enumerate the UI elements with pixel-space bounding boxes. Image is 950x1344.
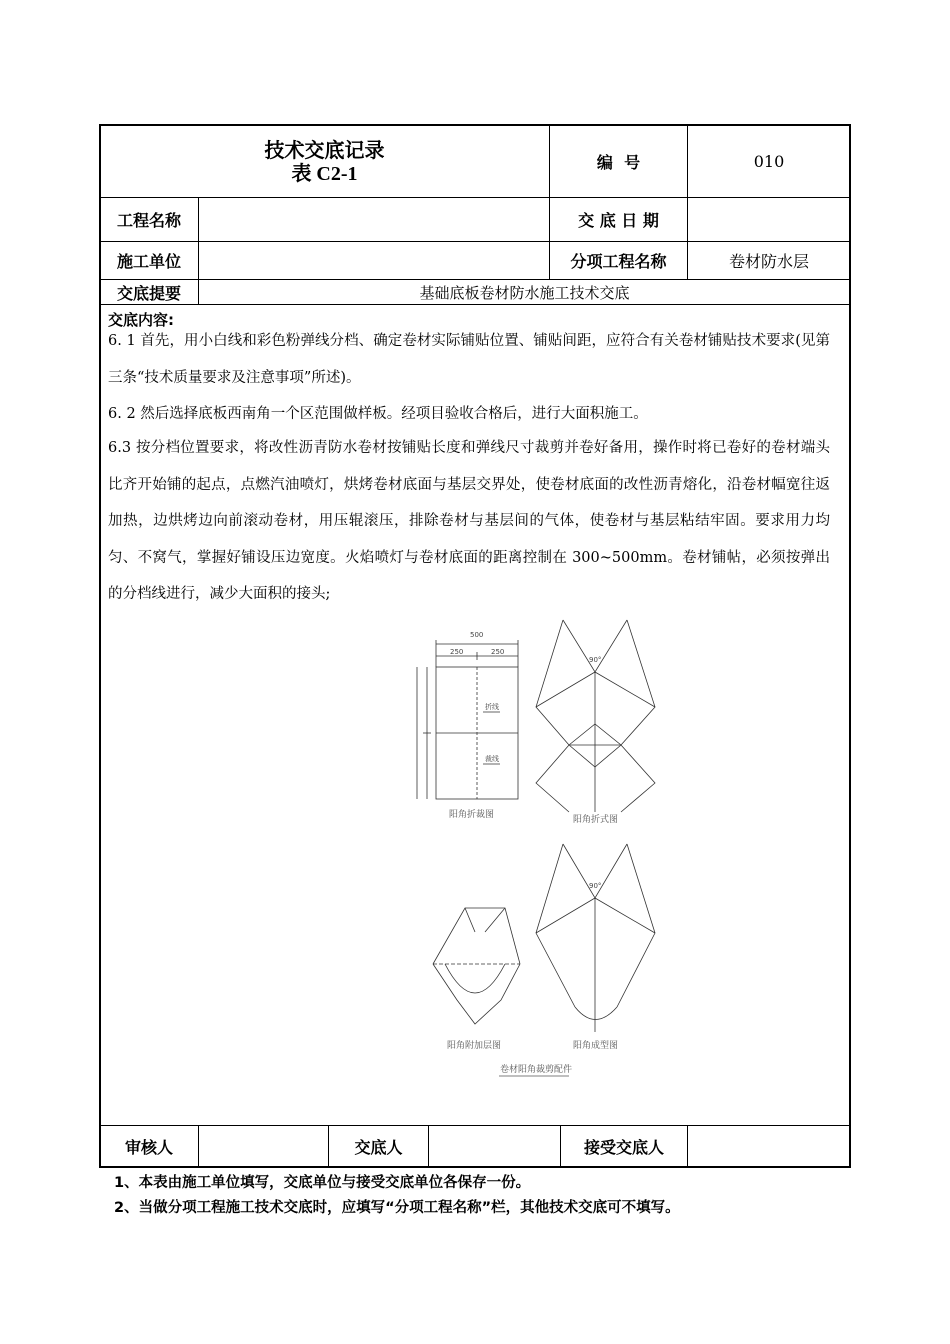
number-value: 010 xyxy=(753,152,785,171)
content-label: 交底内容: xyxy=(108,311,174,329)
sub-project-value: 卷材防水层 xyxy=(728,252,809,271)
construction-unit-label: 施工单位 xyxy=(116,252,181,271)
dim-half-b-label: 250 xyxy=(491,648,505,656)
caption-fold: 阳角折式图 xyxy=(573,815,619,825)
form-title-line1: 技术交底记录 xyxy=(264,137,385,162)
number-label: 编 号 xyxy=(596,153,641,172)
caption-main: 卷材阳角裁剪配件 xyxy=(500,1065,573,1075)
fold-line-label: 折线 xyxy=(485,703,499,711)
reviewer-label: 审核人 xyxy=(124,1138,173,1157)
caption-reinforce: 阳角附加层图 xyxy=(447,1041,502,1051)
summary-label: 交底提要 xyxy=(116,283,181,303)
dim-total-label: 500 xyxy=(470,631,484,639)
presenter-label: 交底人 xyxy=(354,1138,403,1157)
angle-label: 90° xyxy=(589,882,602,890)
reviewer-value xyxy=(199,1126,328,1167)
construction-unit-value xyxy=(199,242,549,279)
date-label: 交 底 日 期 xyxy=(578,211,659,230)
caption-cut: 阳角折裁图 xyxy=(449,810,495,820)
angle-label: 90° xyxy=(589,656,602,664)
form-title xyxy=(100,126,549,197)
note-line: 1、本表由施工单位填写，交底单位与接受交底单位各保存一份。 xyxy=(114,1175,531,1191)
dim-half-a-label: 250 xyxy=(450,648,464,656)
membrane-corner-diagram xyxy=(405,612,665,1092)
cut-line-label: 裁线 xyxy=(485,755,499,763)
sub-project-label: 分项工程名称 xyxy=(570,252,667,271)
form-title-line2: 表 C2-1 xyxy=(291,162,358,185)
date-value xyxy=(688,198,850,241)
summary-value: 基础底板卷材防水施工技术交底 xyxy=(419,283,630,302)
note-line: 2、当做分项工程施工技术交底时，应填写“分项工程名称”栏，其他技术交底可不填写。 xyxy=(114,1200,680,1216)
row-divider xyxy=(100,304,850,305)
receiver-label: 接受交底人 xyxy=(583,1138,664,1157)
project-name-value xyxy=(199,198,549,241)
receiver-value xyxy=(688,1126,850,1167)
project-name-label: 工程名称 xyxy=(116,211,181,230)
content-paragraph: 6.3 按分档位置要求，将改性沥青防水卷材按铺贴长度和弹线尺寸裁剪并卷好备用，操作时将已卷好的卷材端头比齐开始铺的起点，点燃汽油喷灯，烘烤卷材底面与基层交界处，使卷材底面的改性沥青熔化，沿卷材幅宽往返加热，边烘烤边向前滚动卷材，用压辊滚压，排除卷材与基层间的气体，使卷材与基层粘结牢固。要求用力均匀、不窝气，掌握好铺设压边宽度。火焰喷灯与卷材底面的距离控制在 300~500mm。卷材铺帖，必须按弹出的分档线进行，减少大面积的接头; xyxy=(108,440,830,602)
content-paragraph: 6. 1 首先，用小白线和彩色粉弹线分档、确定卷材实际铺贴位置、铺贴间距，应符合有关卷材铺贴技术要求(见第三条“技术质量要求及注意事项”所述)。 xyxy=(108,333,830,386)
caption-formed: 阳角成型图 xyxy=(573,1041,619,1051)
presenter-value xyxy=(429,1126,560,1167)
content-paragraph: 6. 2 然后选择底板西南角一个区范围做样板。经项目验收合格后，进行大面积施工。 xyxy=(108,406,648,422)
